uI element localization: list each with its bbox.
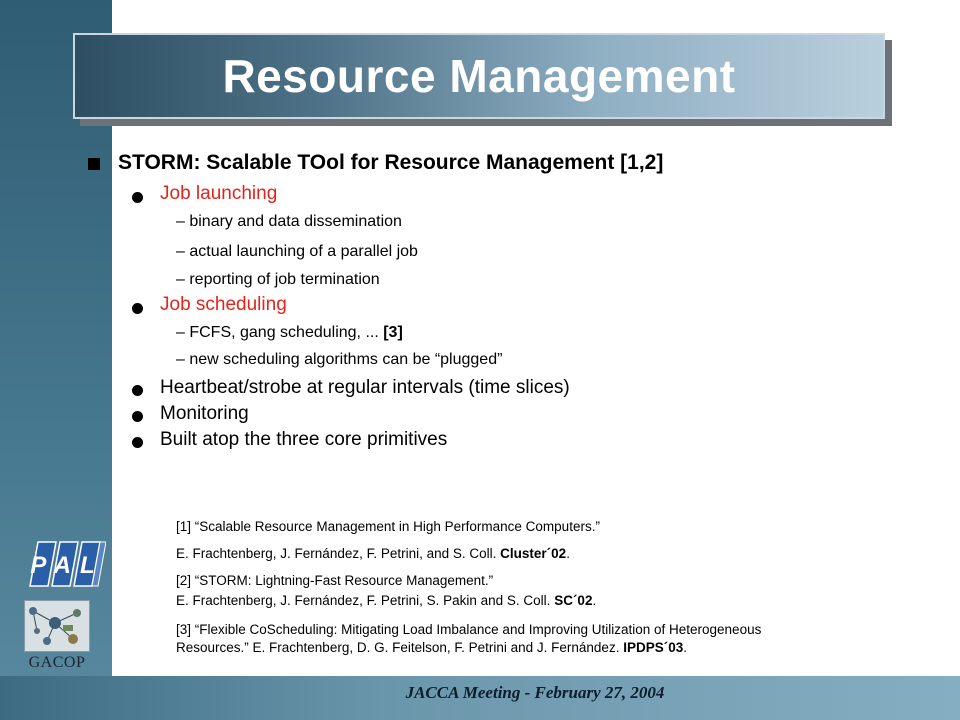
sub-item: – new scheduling algorithms can be “plugged” — [176, 351, 503, 368]
reference-authors: E. Frachtenberg, J. Fernández, F. Petrini, and S. Coll. — [176, 546, 501, 561]
item-job-scheduling: Job scheduling — [160, 294, 287, 315]
sub-item-text: reporting of job termination — [189, 271, 380, 288]
main-point: STORM: Scalable TOol for Resource Management [1,2] — [118, 151, 664, 174]
reference-authors: E. Frachtenberg, J. Fernández, F. Petrini, S. Pakin and S. Coll. — [176, 593, 555, 608]
bullet-dot-icon — [132, 437, 143, 448]
sub-item: – binary and data dissemination — [176, 213, 402, 230]
item-monitoring: Monitoring — [160, 403, 249, 424]
sub-item-text: FCFS, gang scheduling, ... — [189, 324, 384, 341]
reference-authors: Resources.” E. Frachtenberg, D. G. Feitelson, F. Petrini and J. Fernández. — [176, 640, 624, 655]
reference-venue: SC´02 — [554, 593, 593, 608]
pal-logo-text: PAL — [30, 552, 104, 579]
pal-logo-graphic — [28, 540, 106, 588]
sub-item-text: new scheduling algorithms can be “plugged” — [189, 351, 503, 368]
reference-venue: Cluster´02 — [500, 546, 567, 561]
bullet-dot-icon — [132, 192, 143, 203]
reference-3-title: [3] “Flexible CoScheduling: Mitigating Load Imbalance and Improving Utilization of Heterogeneous — [176, 622, 762, 637]
reference-end: . — [566, 546, 570, 561]
square-bullet-icon — [88, 158, 100, 170]
footer-text: JACCA Meeting - February 27, 2004 — [405, 683, 665, 702]
reference-venue: IPDPS´03 — [623, 640, 684, 655]
reference-end: . — [683, 640, 687, 655]
sub-item: – reporting of job termination — [176, 271, 380, 288]
item-job-launching: Job launching — [160, 183, 278, 204]
pal-logo — [28, 540, 106, 588]
gacop-logo-image — [24, 600, 90, 652]
slide-title: Resource Management — [222, 50, 736, 102]
sub-item: – actual launching of a parallel job — [176, 243, 418, 260]
sub-item-text: actual launching of a parallel job — [189, 243, 418, 260]
reference-end: . — [592, 593, 597, 608]
sub-item-ref: [3] — [383, 324, 403, 341]
network-graphic-icon — [25, 601, 89, 651]
reference-2-authors — [176, 592, 596, 610]
bullet-dot-icon — [132, 411, 143, 422]
reference-1-title: [1] “Scalable Resource Management in High Performance Computers.” — [176, 519, 600, 534]
reference-3-authors — [176, 639, 687, 657]
item-built-atop: Built atop the three core primitives — [160, 429, 448, 450]
sub-item: – FCFS, gang scheduling, ... [3] — [176, 324, 403, 341]
gacop-logo-text: GACOP — [28, 654, 86, 671]
reference-1-authors — [176, 545, 570, 563]
bullet-dot-icon — [132, 385, 143, 396]
item-heartbeat: Heartbeat/strobe at regular intervals (time slices) — [160, 377, 570, 398]
sub-item-text: binary and data dissemination — [189, 213, 402, 230]
bullet-dot-icon — [132, 303, 143, 314]
reference-2-title: [2] “STORM: Lightning-Fast Resource Management.” — [176, 573, 494, 588]
